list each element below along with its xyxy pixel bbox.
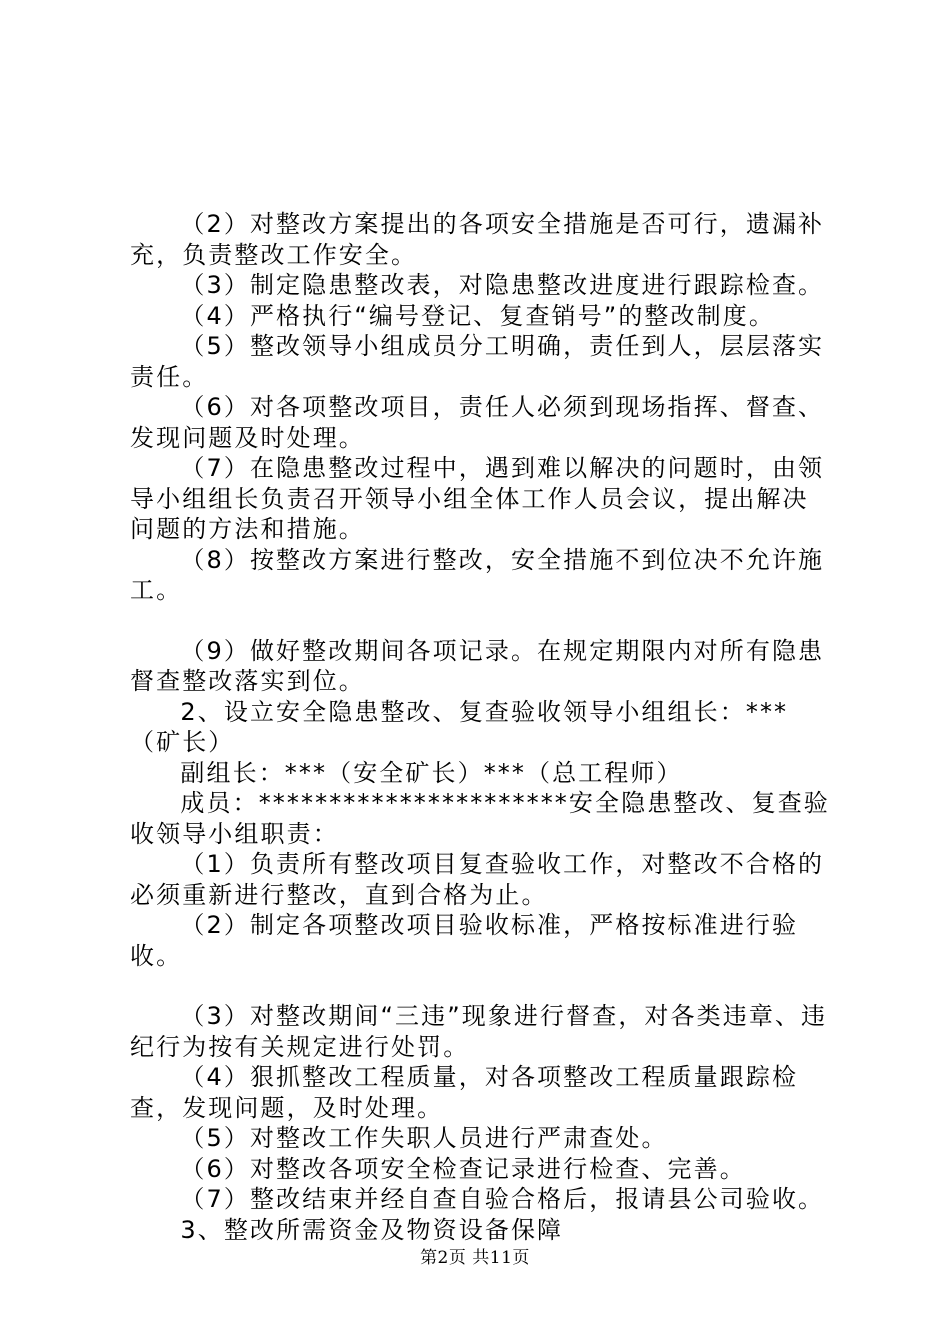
section-heading-2: 2、设立安全隐患整改、复查验收领导小组组长：***（矿长） bbox=[130, 697, 789, 756]
paragraph-item-9: （9）做好整改期间各项记录。在规定期限内对所有隐患督查整改落实到位。 bbox=[130, 636, 825, 695]
duty-item-6: （6）对整改各项安全检查记录进行检查、完善。 bbox=[180, 1154, 746, 1183]
paragraph-item-7: （7）在隐患整改过程中，遇到难以解决的问题时，由领导小组组长负责召开领导小组全体工作人员会议，提出解决问题的方法和措施。 bbox=[130, 454, 825, 543]
members-line: 成员：**********************安全隐患整改、复查验收领导小组职责： bbox=[130, 789, 830, 848]
paragraph-item-4: （4）严格执行“编号登记、复查销号”的整改制度。 bbox=[180, 301, 775, 330]
duty-item-1: （1）负责所有整改项目复查验收工作，对整改不合格的必须重新进行整改，直到合格为止。 bbox=[130, 850, 825, 909]
section-heading-3: 3、整改所需资金及物资设备保障 bbox=[180, 1215, 564, 1244]
deputy-leader-line: 副组长：***（安全矿长）***（总工程师） bbox=[180, 758, 683, 787]
duty-item-2: （2）制定各项整改项目验收标准，严格按标准进行验收。 bbox=[130, 911, 799, 970]
duty-item-3: （3）对整改期间“三违”现象进行督查，对各类违章、违纪行为按有关规定进行处罚。 bbox=[130, 1002, 828, 1061]
paragraph-item-6: （6）对各项整改项目，责任人必须到现场指挥、督查、发现问题及时处理。 bbox=[130, 393, 825, 452]
paragraph-item-3: （3）制定隐患整改表，对隐患整改进度进行跟踪检查。 bbox=[180, 271, 825, 299]
duty-item-7: （7）整改结束并经自查自验合格后，报请县公司验收。 bbox=[180, 1185, 825, 1213]
document-body bbox=[130, 209, 830, 1245]
duty-item-4: （4）狠抓整改工程质量，对各项整改工程质量跟踪检查，发现问题，及时处理。 bbox=[130, 1063, 799, 1122]
paragraph-item-2: （2）对整改方案提出的各项安全措施是否可行，遗漏补充，负责整改工作安全。 bbox=[130, 210, 825, 269]
page-footer: 第2页 共11页 bbox=[420, 1248, 530, 1268]
paragraph-item-5: （5）整改领导小组成员分工明确，责任到人，层层落实责任。 bbox=[130, 332, 825, 391]
paragraph-item-8: （8）按整改方案进行整改，安全措施不到位决不允许施工。 bbox=[130, 545, 825, 604]
duty-item-5: （5）对整改工作失职人员进行严肃查处。 bbox=[180, 1124, 668, 1152]
